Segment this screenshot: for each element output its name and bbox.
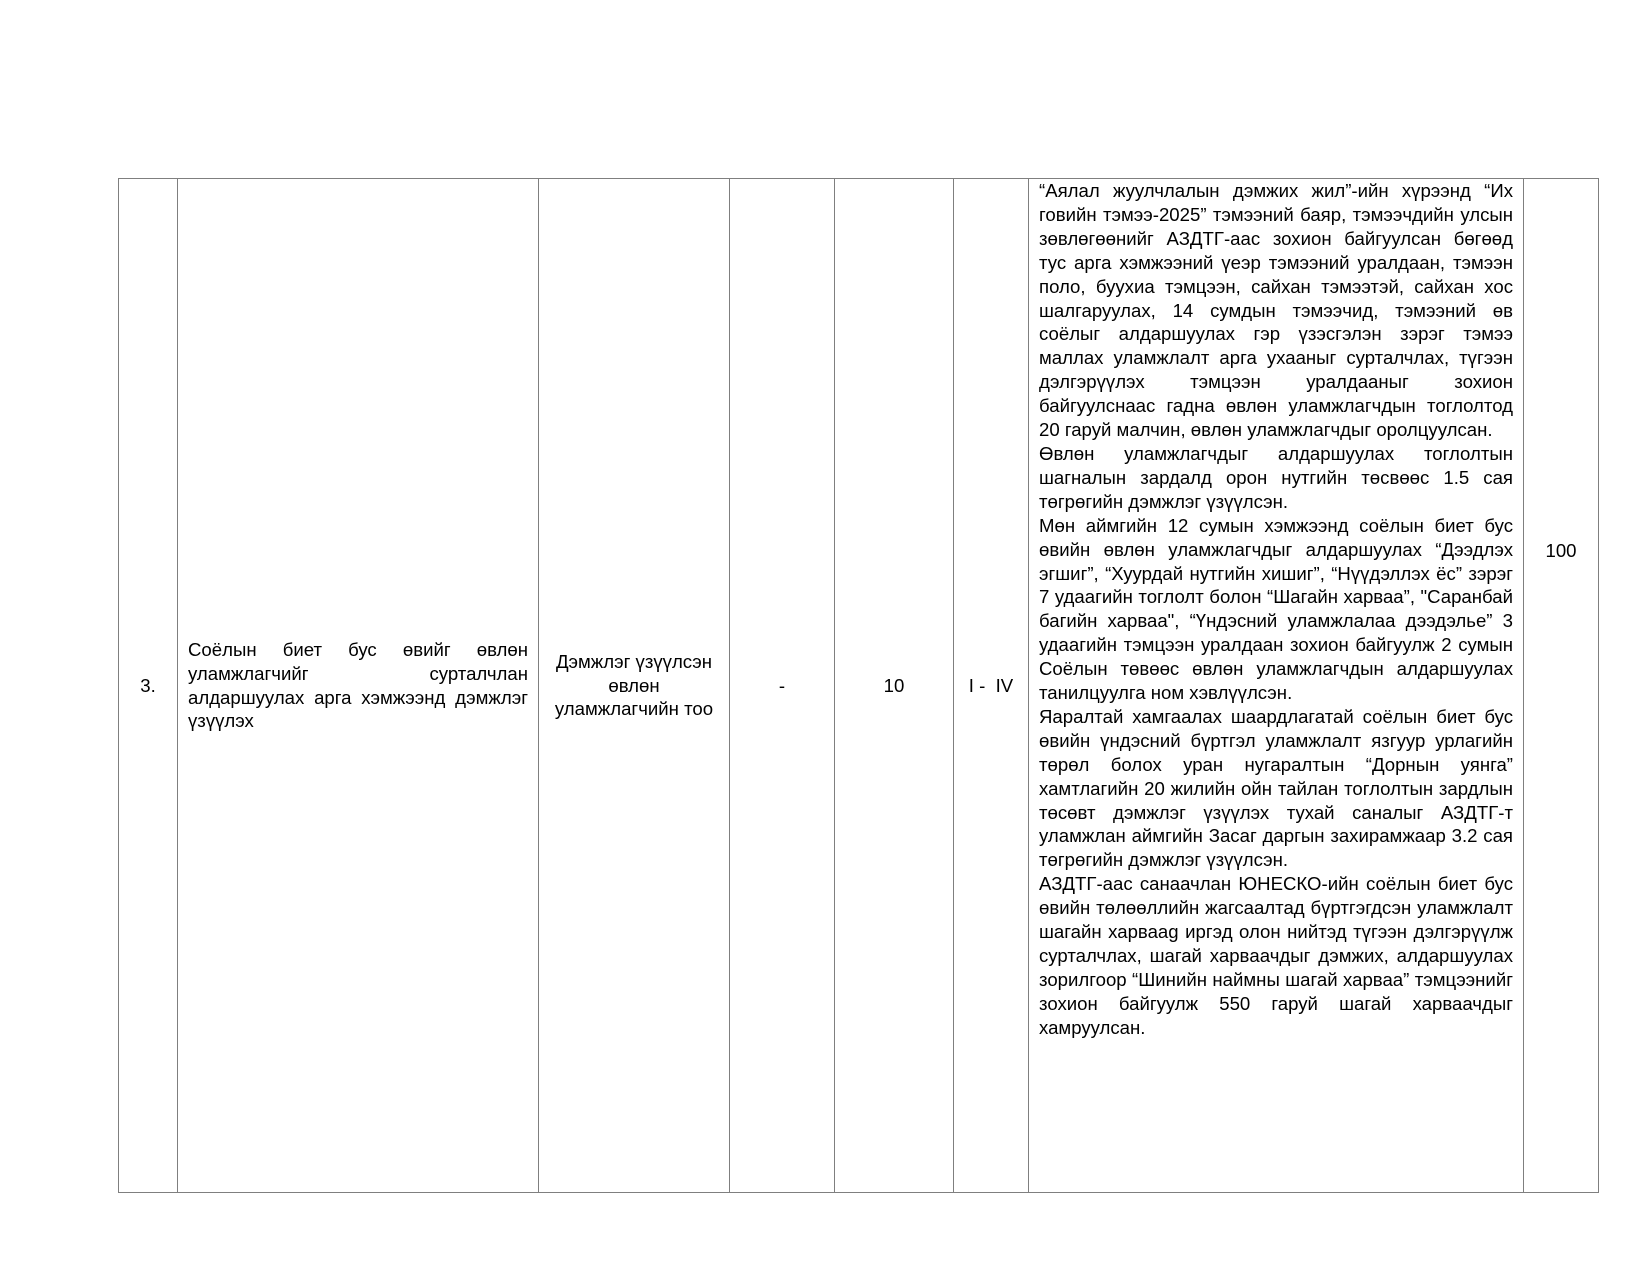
indicator-cell <box>539 179 730 1193</box>
activity-cell <box>178 179 539 1193</box>
term-cell <box>954 179 1029 1193</box>
term-value: I - IV <box>968 674 1014 696</box>
target-cell <box>835 179 954 1193</box>
table-row <box>119 179 1599 1193</box>
baseline-cell <box>730 179 835 1193</box>
report-table <box>118 178 1599 1193</box>
baseline-value: - <box>778 674 786 696</box>
row-number: 3. <box>140 674 156 696</box>
result-cell <box>1029 179 1524 1193</box>
row-number-cell <box>119 179 178 1193</box>
result-paragraph: Мөн аймгийн 12 сумын хэмжээнд соёлын биет бус өвийн өвлөн уламжлагчдыг алдаршуулах “Дээдлэх эгшиг”, “Хуурдай нутгийн хишиг”, “Нүүдэллэх ёс” зэрэг 7 удаагийн тоглолт болон “Шагайн харваа”, "Саранбай багийн харваа", “Үндэсний уламжлалаа дээдэлье” 3 удаагийн тэмцээн уралдаан зохион байгуулж 2 сумын Соёлын төвөөс өвлөн уламжлагчдын алдаршуулах танилцуулга ном хэвлүүлсэн. <box>1039 514 1513 704</box>
result-paragraph: Өвлөн уламжлагчдыг алдаршуулах тоглолтын шагналын зардалд орон нутгийн төсвөөс 1.5 сая төгрөгийн дэмжлэг үзүүлсэн. <box>1039 442 1513 512</box>
result-paragraph: “Аялал жуулчлалын дэмжих жил”-ийн хүрээнд “Их говийн тэмээ-2025” тэмээний баяр, тэмээчдийн улсын зөвлөгөөнийг АЗДТГ-аас зохион байгуулсан бөгөөд тус арга хэмжээний үеэр тэмээний уралдаан, тэмээн поло, буухиа тэмцээн, сайхан тэмээтэй, сайхан хос шалгаруулах, 14 сумдын тэмээчид, тэмээний өв соёлыг алдаршуулах гэр үзэсгэлэн зэрэг тэмээ маллах уламжлалт арга ухааныг сурталчлах, түгээн дэлгэрүүлэх тэмцээн уралдааныг зохион байгуулснаас гадна өвлөн уламжлагчдын тоглолтод 20 гаруй малчин, өвлөн уламжлагчдыг оролцуулсан. <box>1039 180 1513 441</box>
result-paragraph: Яаралтай хамгаалах шаардлагатай соёлын биет бус өвийн үндэсний бүртгэл уламжлалт язгуур урлагийн төрөл болох уран нугаралтын “Дорнын уянга” хамтлагийн 20 жилийн ойн тайлан тоглолтын зардлын төсөвт дэмжлэг үзүүлэх тухай саналыг АЗДТГ-т уламжлан аймгийн Засаг даргын захирамжаар 3.2 сая төгрөгийн дэмжлэг үзүүлсэн. <box>1039 705 1513 871</box>
target-value: 10 <box>883 674 905 696</box>
result-paragraph: АЗДТГ-аас санаачлан ЮНЕСКО-ийн соёлын биет бус өвийн төлөөллийн жагсаалтад бүртгэгдсэн уламжлалт шагайн харваag иргэд олон нийтэд түгээн дэлгэрүүлж сурталчлах, шагай харвaачдыг дэмжих, алдаршуулах зорилгоор “Шинийн наймны шагай харваа” тэмцээнийг зохион байгуулж 550 гаруй шагай харваачдыг хамруулсан. <box>1039 873 1513 1038</box>
percent-cell <box>1524 179 1599 1193</box>
indicator-text: Дэмжлэг үзүүлсэн өвлөн уламжлагчийн тоо <box>554 650 714 720</box>
percent-value: 100 <box>1545 540 1577 561</box>
activity-text: Соёлын биет бус өвийг өвлөн уламжлагчийг сурталчлан алдаршуулах арга хэмжээнд дэмжлэг үзүүлэх <box>188 638 528 732</box>
